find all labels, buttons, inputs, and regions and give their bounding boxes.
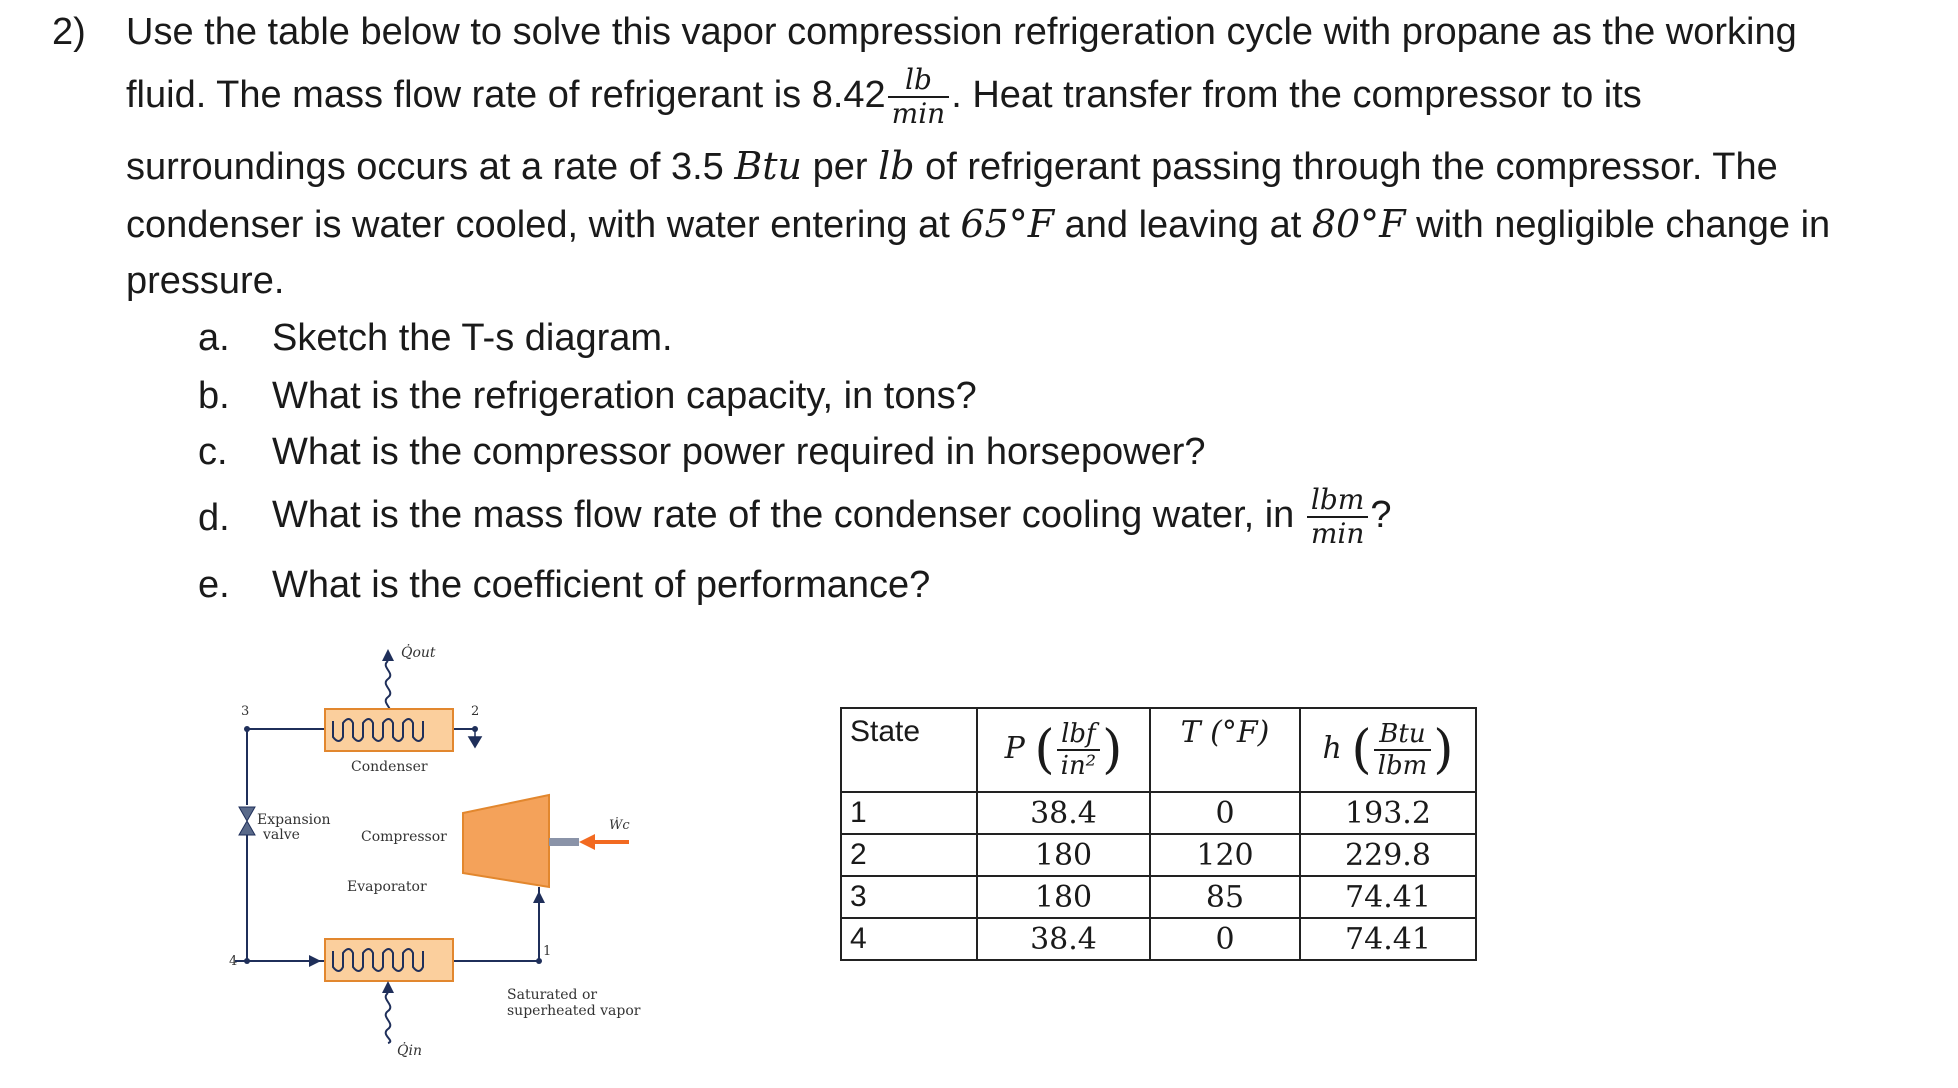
compressor-shaft (549, 838, 579, 846)
state-4-label: 4 (229, 954, 238, 969)
cell-state: 2 (841, 834, 977, 876)
cell-enthalpy: 229.8 (1300, 834, 1476, 876)
saturated-label-2: superheated vapor (507, 1003, 641, 1019)
question-e-letter: e. (198, 564, 230, 606)
line3-text-a: surroundings occurs at a rate of 3.5 (126, 146, 735, 188)
line3-text-c: of refrigerant passing through the compressor. The (914, 146, 1778, 188)
state-table (840, 707, 1477, 961)
state-1-label: 1 (543, 944, 552, 959)
problem-line-1: Use the table below to solve this vapor compression refrigeration cycle with propane as the working (126, 11, 1797, 53)
state-3-label: 3 (241, 704, 250, 719)
compressor-label: Compressor (361, 829, 447, 845)
problem-line-3 (126, 143, 1778, 190)
work-label: Ẇc (609, 818, 630, 833)
saturated-label-1: Saturated or (507, 987, 598, 1003)
line3-lb: lb (878, 144, 915, 188)
cell-state: 4 (841, 918, 977, 960)
flow-rate-unit-num: lb (888, 64, 950, 98)
q-in-squiggle (386, 993, 391, 1043)
cell-enthalpy: 193.2 (1300, 792, 1476, 834)
header-enthalpy-num: Btu (1374, 719, 1432, 751)
evaporator-inlet-arrow-icon (309, 955, 321, 967)
line3-text-b: per (802, 146, 879, 188)
header-enthalpy-paren-open: ( (1351, 720, 1372, 780)
cell-pressure: 180 (977, 876, 1150, 918)
q-in-label: Q̇in (397, 1043, 422, 1059)
problem-line-2-pre: fluid. The mass flow rate of refrigerant is 8.42 (126, 74, 886, 117)
header-enthalpy-den: lbm (1377, 751, 1428, 781)
question-d-text (272, 484, 1392, 550)
compressor-body (463, 795, 549, 887)
work-arrow-icon (579, 834, 595, 850)
flow-rate-unit-den: min (891, 97, 946, 130)
header-pressure-den: in² (1060, 751, 1097, 781)
question-c-letter: c. (198, 431, 228, 473)
table-row (841, 876, 1476, 918)
expansion-valve-icon (239, 807, 255, 835)
question-a-text: Sketch the T-s diagram. (272, 317, 673, 359)
condenser-label: Condenser (351, 759, 428, 775)
q-out-squiggle (386, 661, 391, 715)
header-temperature: T (°F) (1150, 708, 1300, 792)
line4-temp-in: 65°F (960, 202, 1055, 246)
water-flow-unit-num: lbm (1307, 484, 1369, 518)
header-pressure-paren-close: ) (1102, 720, 1123, 780)
problem-line-5: pressure. (126, 260, 285, 302)
cell-temperature: 0 (1150, 918, 1300, 960)
header-pressure-num: lbf (1057, 719, 1100, 751)
problem-line-2-post: . Heat transfer from the compressor to its (951, 74, 1642, 117)
refrigeration-cycle-diagram (225, 625, 665, 1065)
expansion-valve-label-2: valve (263, 827, 300, 843)
cell-enthalpy: 74.41 (1300, 876, 1476, 918)
problem-number: 2) (52, 11, 86, 53)
cell-pressure: 180 (977, 834, 1150, 876)
cell-enthalpy: 74.41 (1300, 918, 1476, 960)
q-in-arrow-icon (382, 981, 394, 993)
water-flow-unit-den: min (1310, 517, 1365, 550)
header-pressure-paren-open: ( (1034, 720, 1055, 780)
cell-pressure: 38.4 (977, 792, 1150, 834)
problem-line-4 (126, 201, 1830, 248)
cell-temperature: 85 (1150, 876, 1300, 918)
cell-temperature: 0 (1150, 792, 1300, 834)
question-b-letter: b. (198, 375, 230, 417)
evaporator-box (325, 939, 453, 981)
water-flow-unit (1307, 484, 1369, 550)
cell-state: 3 (841, 876, 977, 918)
condenser-inlet-arrow-icon (469, 729, 481, 747)
table-row (841, 918, 1476, 960)
line4-text-a: condenser is water cooled, with water entering at (126, 204, 961, 246)
q-out-label: Q̇out (401, 645, 436, 661)
evaporator-label: Evaporator (347, 879, 427, 895)
condenser-box (325, 709, 453, 751)
line4-text-c: with negligible change in (1405, 204, 1831, 246)
table-row (841, 792, 1476, 834)
problem-line-2 (126, 64, 1642, 130)
header-pressure-symbol: P (1004, 731, 1025, 766)
question-c-text: What is the compressor power required in horsepower? (272, 431, 1206, 473)
cell-temperature: 120 (1150, 834, 1300, 876)
header-state: State (841, 708, 977, 792)
line4-temp-out: 80°F (1311, 202, 1406, 246)
question-d-body: What is the mass flow rate of the condenser cooling water, in (272, 494, 1295, 537)
flow-rate-unit (888, 64, 950, 130)
q-out-arrow-icon (382, 649, 394, 661)
cell-pressure: 38.4 (977, 918, 1150, 960)
table-header-row (841, 708, 1476, 792)
header-pressure (977, 708, 1150, 792)
cell-state: 1 (841, 792, 977, 834)
header-enthalpy-symbol: h (1322, 731, 1342, 766)
state-2-label: 2 (471, 704, 480, 719)
header-enthalpy-paren-close: ) (1433, 720, 1454, 780)
compressor-inlet-arrow-icon (533, 891, 545, 903)
table-row (841, 834, 1476, 876)
question-a-letter: a. (198, 317, 230, 359)
state-1-dot (536, 958, 542, 964)
line4-text-b: and leaving at (1054, 204, 1312, 246)
expansion-valve-label-1: Expansion (257, 812, 331, 828)
question-d-suffix: ? (1370, 494, 1392, 537)
question-b-text: What is the refrigeration capacity, in tons? (272, 375, 977, 417)
line3-btu: Btu (734, 144, 803, 188)
header-enthalpy (1300, 708, 1476, 792)
question-d-letter: d. (198, 497, 230, 539)
question-e-text: What is the coefficient of performance? (272, 564, 931, 606)
